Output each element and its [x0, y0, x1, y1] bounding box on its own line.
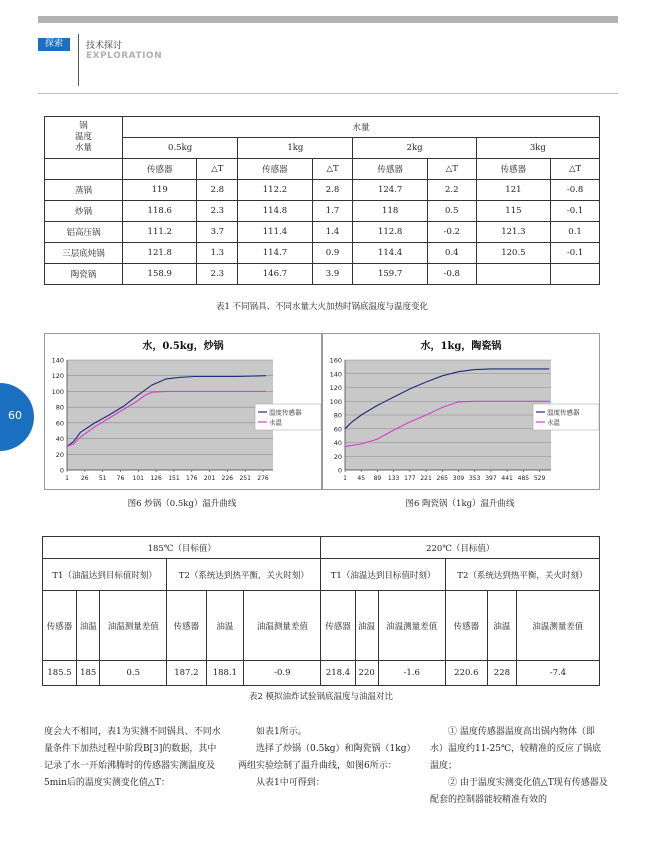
- table2-col-label: 油温: [77, 591, 100, 661]
- y-tick-label: 100: [329, 397, 342, 406]
- x-tick-label: 45: [357, 475, 366, 482]
- table-pot-temperature: [44, 116, 600, 285]
- y-tick-label: 40: [333, 439, 342, 447]
- table-oil-temperature: [42, 536, 600, 686]
- y-tick-label: 120: [329, 384, 342, 392]
- table-cell: 124.7: [353, 180, 427, 201]
- table2-subgroup-header: T2（系统达到热平衡，关火时刻）: [167, 559, 321, 591]
- y-tick-label: 80: [55, 403, 64, 412]
- y-tick-label: 160: [329, 356, 342, 365]
- table-row: [45, 264, 600, 285]
- table2-col-label: 传感器: [167, 591, 206, 661]
- table-cell: 121: [476, 180, 550, 201]
- table1-sub-header: 传感器: [238, 159, 312, 180]
- table-cell: 1.3: [197, 243, 238, 264]
- table-cell: 2.8: [312, 180, 353, 201]
- pot-name: 三层底炖锅: [45, 243, 123, 264]
- body-column-2: [238, 724, 418, 792]
- table1-corner-cell: 锅 温度 水量: [45, 117, 123, 159]
- table-cell: -0.9: [244, 661, 321, 686]
- table-cell: 3.7: [197, 222, 238, 243]
- y-tick-label: 40: [55, 435, 64, 444]
- table2-col-label: 油温测量差值: [100, 591, 167, 661]
- table-row: [45, 222, 600, 243]
- body-column-1: [44, 724, 224, 792]
- table-cell: 2.3: [197, 201, 238, 222]
- x-tick-label: 1: [65, 475, 69, 482]
- table-cell: 120.5: [476, 243, 550, 264]
- table-cell: 114.7: [238, 243, 312, 264]
- table1-sub-header: △T: [197, 159, 238, 180]
- chart-wok-caption: 图6 炒锅（0.5kg）温升曲线: [127, 499, 237, 509]
- table-cell: 0.5: [427, 201, 476, 222]
- table2-subgroup-header: T2（系统达到热平衡，关火时刻）: [445, 559, 599, 591]
- paragraph: ② 由于温度实测变化值△T现有传感器及配套的控制器能较精准有效的: [430, 778, 608, 805]
- table-cell: 1.4: [312, 222, 353, 243]
- legend-label: 温度传感器: [547, 408, 580, 417]
- x-tick-label: 441: [501, 475, 513, 482]
- section-title-cn: 技术探讨: [86, 41, 123, 51]
- table2-col-label: 油温: [355, 591, 378, 661]
- paragraph: 从表1中可得到：: [256, 778, 325, 788]
- y-tick-label: 20: [55, 450, 64, 459]
- x-tick-label: 265: [436, 475, 449, 482]
- table-cell: [476, 264, 550, 285]
- table-cell: 187.2: [167, 661, 206, 686]
- table-cell: 159.7: [353, 264, 427, 285]
- table-cell: 121.8: [123, 243, 197, 264]
- paragraph: ① 温度传感器温度高出锅内物体（即水）温度约11-25℃，较精准的反应了锅底温度；: [430, 727, 602, 771]
- table-cell: 0.9: [312, 243, 353, 264]
- table-cell: 158.9: [123, 264, 197, 285]
- x-tick-label: 529: [533, 475, 546, 482]
- x-tick-label: 226: [221, 475, 234, 482]
- table-cell: 218.4: [321, 661, 355, 686]
- y-tick-label: 60: [333, 425, 342, 434]
- table2-col-label: 油温测量差值: [378, 591, 445, 661]
- table2-col-label: 油温: [206, 591, 244, 661]
- legend-label: 水温: [547, 418, 560, 427]
- table-cell: 111.4: [238, 222, 312, 243]
- table-cell: 2.3: [197, 264, 238, 285]
- table2-group-header: 185℃（目标值）: [43, 537, 321, 559]
- table-cell: 220.6: [445, 661, 487, 686]
- table-cell: -0.1: [551, 201, 600, 222]
- table-row: [45, 243, 600, 264]
- x-tick-label: 126: [150, 475, 162, 482]
- x-tick-label: 26: [80, 475, 89, 482]
- table-cell: -0.1: [551, 243, 600, 264]
- x-tick-label: 177: [404, 475, 416, 482]
- table1-sub-header: 传感器: [353, 159, 427, 180]
- chart-ceramic-caption: 图6 陶瓷锅（1kg）温升曲线: [405, 499, 515, 509]
- table-cell: 111.2: [123, 222, 197, 243]
- y-tick-label: 140: [329, 370, 342, 379]
- y-tick-label: 20: [333, 452, 342, 461]
- y-tick-label: 120: [51, 372, 64, 381]
- header-divider: [78, 34, 79, 86]
- table1-mass-header: 3kg: [476, 138, 599, 159]
- table1-sub-header: △T: [551, 159, 600, 180]
- pot-name: 陶瓷锅: [45, 264, 123, 285]
- table-cell: -1.6: [378, 661, 445, 686]
- chart-wok-panel: [44, 333, 322, 490]
- table1-sub-header: △T: [312, 159, 353, 180]
- pot-name: 蒸锅: [45, 180, 123, 201]
- table-cell: 0.5: [100, 661, 167, 686]
- chart-ceramic: [323, 334, 599, 489]
- x-tick-label: 485: [517, 475, 530, 482]
- table-cell: [551, 264, 600, 285]
- table-cell: 121.3: [476, 222, 550, 243]
- y-tick-label: 60: [55, 419, 64, 428]
- paragraph: 如表1所示。: [256, 727, 307, 737]
- paragraph: 度会大不相同，表1为实测不同锅具、不同水量条件下加热过程中阶段B[3]的数据，其中记录了水一开始沸腾时的传感器实测温度及5min后的温度实测变化值△T：: [44, 727, 221, 788]
- x-tick-label: 353: [468, 475, 481, 482]
- body-column-3: [430, 724, 608, 809]
- x-tick-label: 151: [168, 475, 180, 482]
- table-cell: 112.2: [238, 180, 312, 201]
- table-cell: -0.8: [427, 264, 476, 285]
- header-rule: [38, 93, 618, 94]
- table2-col-label: 传感器: [321, 591, 355, 661]
- table1-sub-header: △T: [427, 159, 476, 180]
- y-tick-label: 0: [337, 466, 342, 475]
- table-cell: -0.8: [551, 180, 600, 201]
- section-title-en: EXPLORATION: [86, 51, 163, 61]
- y-tick-label: 140: [51, 356, 64, 365]
- legend-label: 温度传感器: [269, 408, 302, 417]
- table-cell: 185.5: [43, 661, 77, 686]
- chart-wok: [45, 334, 321, 489]
- table-row: [43, 661, 600, 686]
- table1-group-header: 水量: [123, 117, 600, 138]
- table-cell: 220: [355, 661, 378, 686]
- paragraph: 选择了炒锅（0.5kg）和陶瓷锅（1kg）两组实验绘制了温升曲线，如图6所示：: [238, 744, 416, 771]
- table-cell: -0.2: [427, 222, 476, 243]
- table-cell: 114.4: [353, 243, 427, 264]
- table1-mass-header: 1kg: [238, 138, 353, 159]
- table1-caption: 表1 不同锅具、不同水量大火加热时锅底温度与温度变化: [215, 302, 429, 312]
- table-cell: 112.8: [353, 222, 427, 243]
- table2-subgroup-header: T1（油温达到目标值时刻）: [43, 559, 167, 591]
- table-cell: 228: [488, 661, 517, 686]
- table1-mass-header: 0.5kg: [123, 138, 238, 159]
- y-tick-label: 100: [51, 387, 64, 396]
- table2-group-header: 220℃（目标值）: [321, 537, 600, 559]
- table-cell: 119: [123, 180, 197, 201]
- x-tick-label: 89: [373, 475, 382, 482]
- table2-subgroup-header: T1（油温达到目标值时刻）: [321, 559, 445, 591]
- table2-col-label: 传感器: [43, 591, 77, 661]
- pot-name: 炒锅: [45, 201, 123, 222]
- x-tick-label: 133: [387, 475, 400, 482]
- table2-col-label: 传感器: [445, 591, 487, 661]
- legend-label: 水温: [269, 418, 282, 427]
- x-tick-label: 51: [98, 475, 107, 482]
- table-cell: 2.2: [427, 180, 476, 201]
- table-cell: 188.1: [206, 661, 244, 686]
- table-cell: 185: [77, 661, 100, 686]
- table1-sub-header: 传感器: [476, 159, 550, 180]
- table-row: [45, 201, 600, 222]
- top-rule: [38, 16, 618, 23]
- table-cell: 115: [476, 201, 550, 222]
- section-tag: 探索: [38, 38, 70, 51]
- table-cell: 118: [353, 201, 427, 222]
- table-cell: 3.9: [312, 264, 353, 285]
- page-number: 60: [8, 409, 22, 422]
- x-tick-label: 76: [116, 475, 125, 482]
- pot-name: 铝高压锅: [45, 222, 123, 243]
- table-cell: 114.8: [238, 201, 312, 222]
- table1-sub-header: 传感器: [123, 159, 197, 180]
- table-cell: 2.8: [197, 180, 238, 201]
- chart-title: 水，1kg，陶瓷锅: [420, 341, 502, 352]
- x-tick-label: 1: [343, 475, 347, 482]
- table2-col-label: 油温: [488, 591, 517, 661]
- x-tick-label: 101: [132, 475, 145, 482]
- x-tick-label: 221: [420, 475, 432, 482]
- x-tick-label: 201: [203, 475, 216, 482]
- table-row: [45, 180, 600, 201]
- x-tick-label: 176: [186, 475, 198, 482]
- table-cell: 0.1: [551, 222, 600, 243]
- table2-caption: 表2 模拟油炸试验锅底温度与油温对比: [248, 692, 394, 702]
- chart-title: 水，0.5kg，炒锅: [142, 341, 224, 352]
- table-cell: 0.4: [427, 243, 476, 264]
- y-tick-label: 0: [59, 466, 64, 475]
- table-cell: 118.6: [123, 201, 197, 222]
- table-cell: 1.7: [312, 201, 353, 222]
- table-cell: 146.7: [238, 264, 312, 285]
- x-tick-label: 276: [257, 475, 269, 482]
- x-tick-label: 309: [452, 475, 465, 482]
- table1-mass-header: 2kg: [353, 138, 476, 159]
- table2-col-label: 油温测量差值: [244, 591, 321, 661]
- table-cell: -7.4: [516, 661, 599, 686]
- table1-blank-cell: [45, 159, 123, 180]
- table2-col-label: 油温测量差值: [516, 591, 599, 661]
- y-tick-label: 80: [333, 411, 342, 420]
- x-tick-label: 251: [239, 475, 251, 482]
- x-tick-label: 397: [485, 475, 497, 482]
- chart-ceramic-panel: [322, 333, 600, 490]
